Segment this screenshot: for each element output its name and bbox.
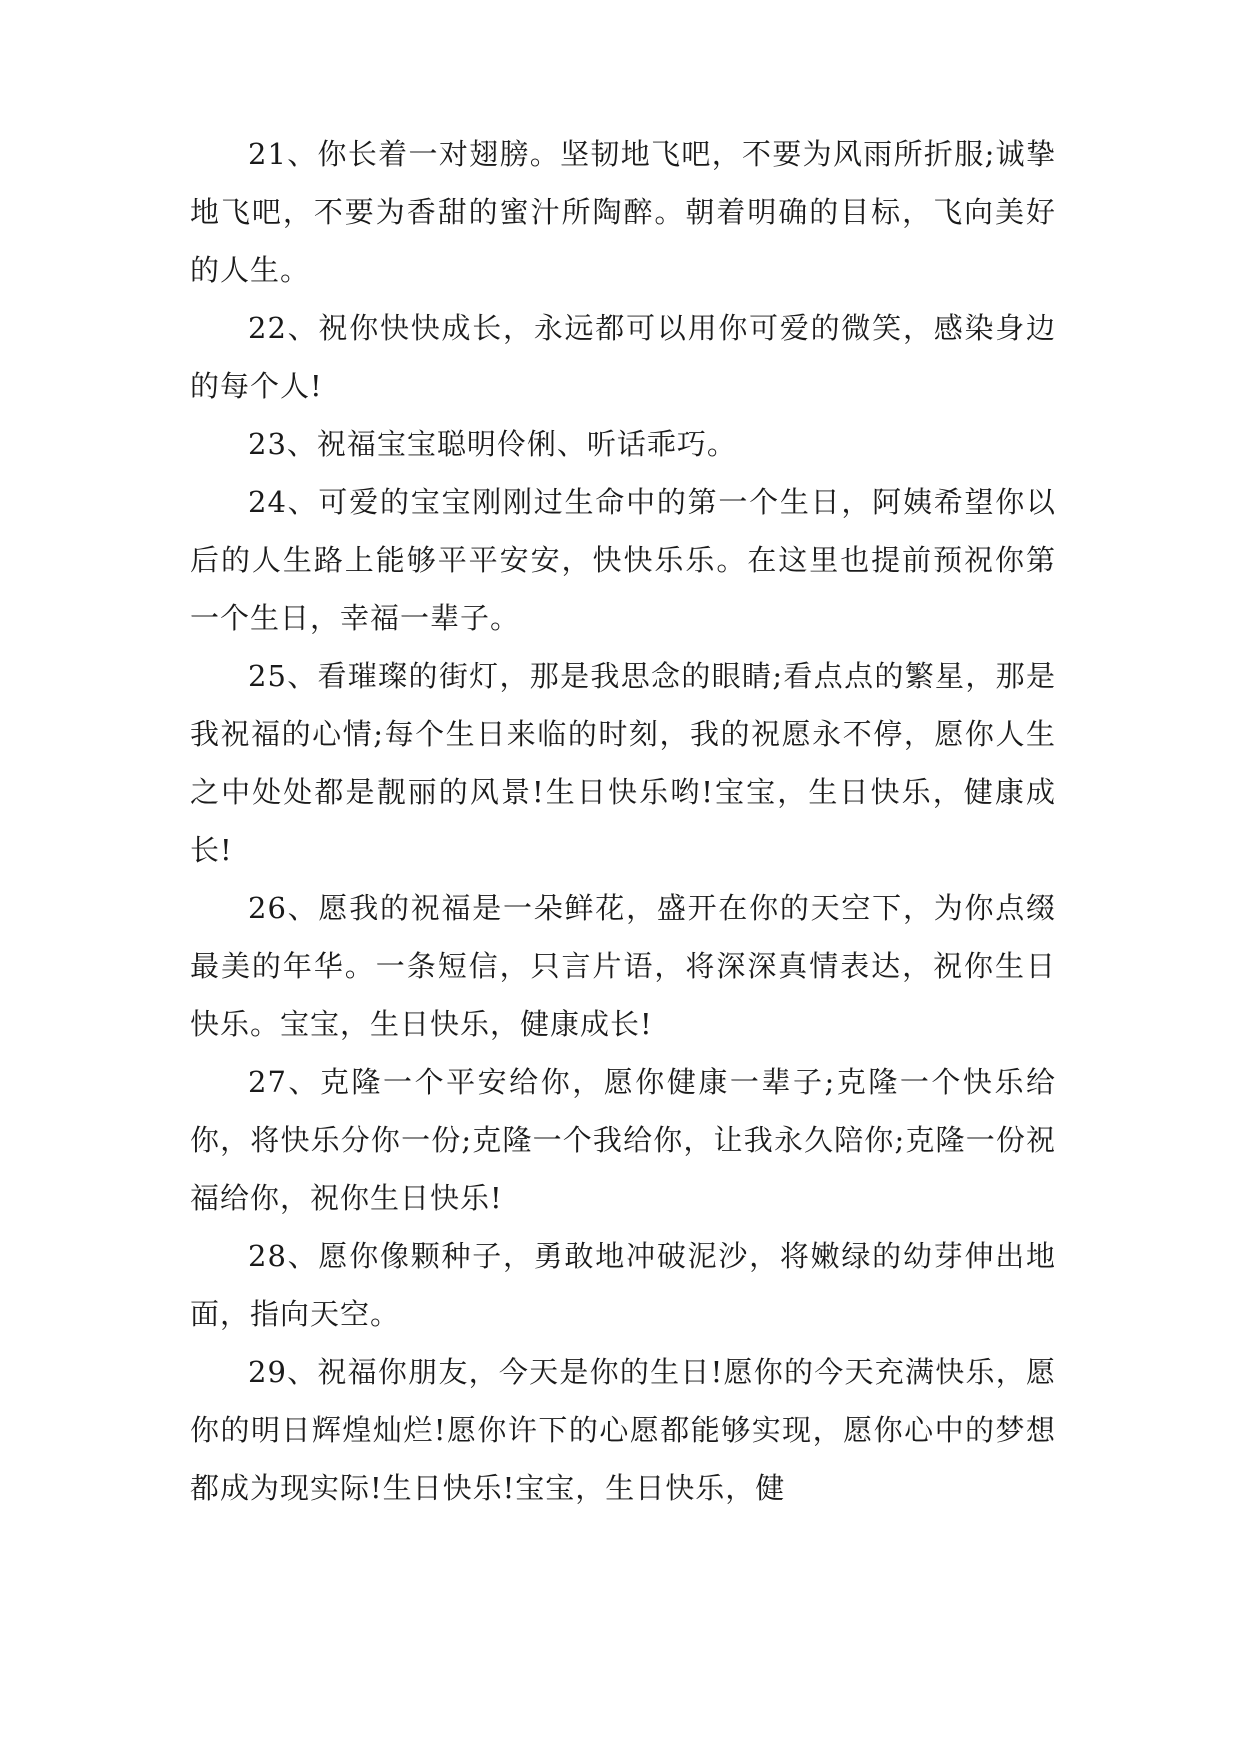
paragraph-26: 26、愿我的祝福是一朵鲜花，盛开在你的天空下，为你点缀最美的年华。一条短信，只言片语，将深深真情表达，祝你生日快乐。宝宝，生日快乐，健康成长!	[190, 891, 1056, 1041]
paragraph-23: 23、祝福宝宝聪明伶俐、听话乖巧。	[248, 427, 737, 461]
paragraph-24: 24、可爱的宝宝刚刚过生命中的第一个生日，阿姨希望你以后的人生路上能够平平安安，快快乐乐。在这里也提前预祝你第一个生日，幸福一辈子。	[190, 485, 1056, 635]
paragraph-28: 28、愿你像颗种子，勇敢地冲破泥沙，将嫩绿的幼芽伸出地面，指向天空。	[190, 1239, 1056, 1331]
paragraph-25: 25、看璀璨的街灯，那是我思念的眼睛;看点点的繁星，那是我祝福的心情;每个生日来临的时刻，我的祝愿永不停，愿你人生之中处处都是靓丽的风景!生日快乐哟!宝宝，生日快乐，健康成长!	[190, 659, 1056, 867]
paragraph-29: 29、祝福你朋友，今天是你的生日!愿你的今天充满快乐，愿你的明日辉煌灿烂!愿你许下的心愿都能够实现，愿你心中的梦想都成为现实际!生日快乐!宝宝，生日快乐，健	[190, 1355, 1056, 1505]
document-body	[190, 125, 1056, 1517]
paragraph-27: 27、克隆一个平安给你，愿你健康一辈子;克隆一个快乐给你，将快乐分你一份;克隆一个我给你，让我永久陪你;克隆一份祝福给你，祝你生日快乐!	[190, 1065, 1056, 1215]
paragraph-21: 21、你长着一对翅膀。坚韧地飞吧，不要为风雨所折服;诚挚地飞吧，不要为香甜的蜜汁所陶醉。朝着明确的目标，飞向美好的人生。	[190, 137, 1056, 287]
paragraph-22: 22、祝你快快成长，永远都可以用你可爱的微笑，感染身边的每个人!	[190, 311, 1056, 403]
